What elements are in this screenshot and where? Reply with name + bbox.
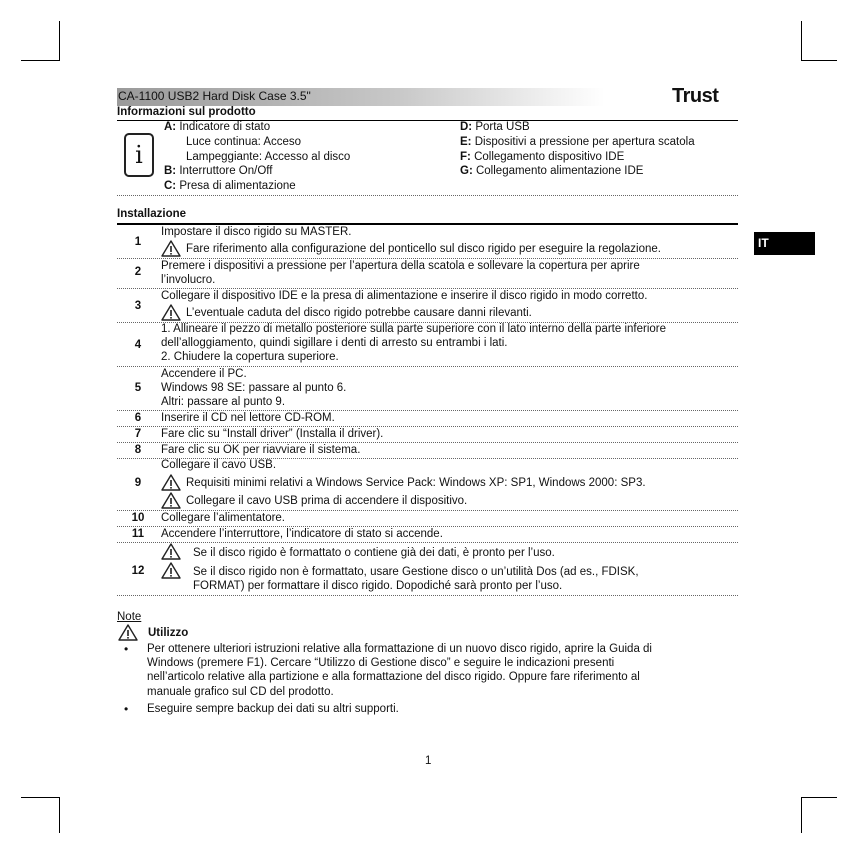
step-text: 2. Chiudere la copertura superiore. <box>161 351 339 363</box>
step-text: Accendere l’interruttore, l’indicatore di stato si accende. <box>161 528 443 540</box>
step-warning-text: L’eventuale caduta del disco rigido potrebbe causare danni rilevanti. <box>186 307 532 319</box>
crop-mark <box>59 797 60 833</box>
divider <box>117 288 738 289</box>
crop-mark <box>801 797 802 833</box>
divider <box>117 526 738 527</box>
step-number: 10 <box>131 512 145 524</box>
step-text: Collegare il dispositivo IDE e la presa di alimentazione e inserire il disco rigido in modo corretto. <box>161 290 648 302</box>
divider <box>117 542 738 543</box>
note-text: Windows (premere F1). Cercare “Utilizzo di Gestione disco” e seguire le indicazioni presenti <box>147 657 615 669</box>
step-text: Accendere il PC. <box>161 368 247 380</box>
step-number: 5 <box>134 382 142 394</box>
language-tab-it: IT <box>754 232 815 255</box>
product-item-a-sub1: Luce continua: Acceso <box>186 136 302 148</box>
page-number: 1 <box>425 755 432 767</box>
step-number: 4 <box>134 339 142 351</box>
step-text: Fare clic su “Install driver” (Installa il driver). <box>161 428 384 440</box>
divider <box>117 258 738 259</box>
note-text: Per ottenere ulteriori istruzioni relative alla formattazione di un nuovo disco rigido, aprire la Guida di <box>147 643 652 655</box>
divider <box>117 510 738 511</box>
note-text: manuale grafico sul CD del prodotto. <box>147 686 334 698</box>
step-text: Fare clic su OK per riavviare il sistema. <box>161 444 361 456</box>
step-text: Impostare il disco rigido su MASTER. <box>161 226 352 238</box>
product-item-e: E: Dispositivi a pressione per apertura scatola <box>460 136 695 148</box>
product-item-g: G: Collegamento alimentazione IDE <box>460 165 644 177</box>
product-info-title: Informazioni sul prodotto <box>117 106 256 118</box>
step-number: 11 <box>131 528 145 540</box>
step-number: 6 <box>134 412 142 424</box>
step-warning-text: Se il disco rigido non è formattato, usare Gestione disco o un’utilità Dos (ad es., FDISK, <box>193 566 639 578</box>
crop-mark <box>801 21 802 61</box>
crop-mark <box>801 60 837 61</box>
note-heading: Utilizzo <box>148 627 189 639</box>
step-text: Altri: passare al punto 9. <box>161 396 286 408</box>
step-text: l’involucro. <box>161 274 216 286</box>
section-rule <box>117 223 738 225</box>
step-warning-text: FORMAT) per formattare il disco rigido. Dopodiché sarà pronto per l’uso. <box>193 580 563 592</box>
product-item-b: B: Interruttore On/Off <box>164 165 273 177</box>
info-icon: i <box>124 133 154 177</box>
step-text: Premere i dispositivi a pressione per l’apertura della scatola e sollevare la copertura per aprire <box>161 260 640 272</box>
crop-mark <box>21 797 60 798</box>
step-number: 3 <box>134 300 142 312</box>
bullet: • <box>124 702 129 716</box>
crop-mark <box>21 60 60 61</box>
divider <box>117 195 738 196</box>
note-label: Note <box>117 611 142 623</box>
product-item-c: C: Presa di alimentazione <box>164 180 296 192</box>
step-text: dell’alloggiamento, quindi sigillare i denti di arresto su entrambi i lati. <box>161 337 508 349</box>
note-text: Eseguire sempre backup dei dati su altri supporti. <box>147 703 399 715</box>
step-number: 9 <box>134 477 142 489</box>
product-item-d: D: Porta USB <box>460 121 530 133</box>
product-item-f: F: Collegamento dispositivo IDE <box>460 151 625 163</box>
step-warning-text: Fare riferimento alla configurazione del ponticello sul disco rigido per eseguire la regolazione. <box>186 243 661 255</box>
divider <box>117 442 738 443</box>
divider <box>117 595 738 596</box>
divider <box>117 426 738 427</box>
step-text: Collegare il cavo USB. <box>161 459 277 471</box>
product-item-a-sub2: Lampeggiante: Accesso al disco <box>186 151 351 163</box>
step-warning-text: Se il disco rigido è formattato o contiene già dei dati, è pronto per l’uso. <box>193 547 555 559</box>
trust-logo: Trust <box>672 85 719 107</box>
step-number: 7 <box>134 428 142 440</box>
step-warning-text: Collegare il cavo USB prima di accendere il dispositivo. <box>186 495 468 507</box>
divider <box>117 410 738 411</box>
step-warning-text: Requisiti minimi relativi a Windows Service Pack: Windows XP: SP1, Windows 2000: SP3. <box>186 477 646 489</box>
step-text: Inserire il CD nel lettore CD-ROM. <box>161 412 335 424</box>
crop-mark <box>801 797 837 798</box>
document-title: CA-1100 USB2 Hard Disk Case 3.5" <box>118 89 311 103</box>
crop-mark <box>59 21 60 61</box>
step-text: Collegare l’alimentatore. <box>161 512 286 524</box>
product-item-a: A: Indicatore di stato <box>164 121 271 133</box>
installation-title: Installazione <box>117 208 187 220</box>
step-number: 8 <box>134 444 142 456</box>
step-text: 1. Allineare il pezzo di metallo posteriore sulla parte superiore con il lato interno della parte inferiore <box>161 323 667 335</box>
step-text: Windows 98 SE: passare al punto 6. <box>161 382 347 394</box>
step-number: 2 <box>134 266 142 278</box>
step-number: 12 <box>131 565 145 577</box>
step-number: 1 <box>134 236 142 248</box>
divider <box>117 366 738 367</box>
bullet: • <box>124 642 129 656</box>
note-text: nell’articolo relative alla partizione e alla formattazione del disco rigido. Oppure fare riferimento al <box>147 671 640 683</box>
